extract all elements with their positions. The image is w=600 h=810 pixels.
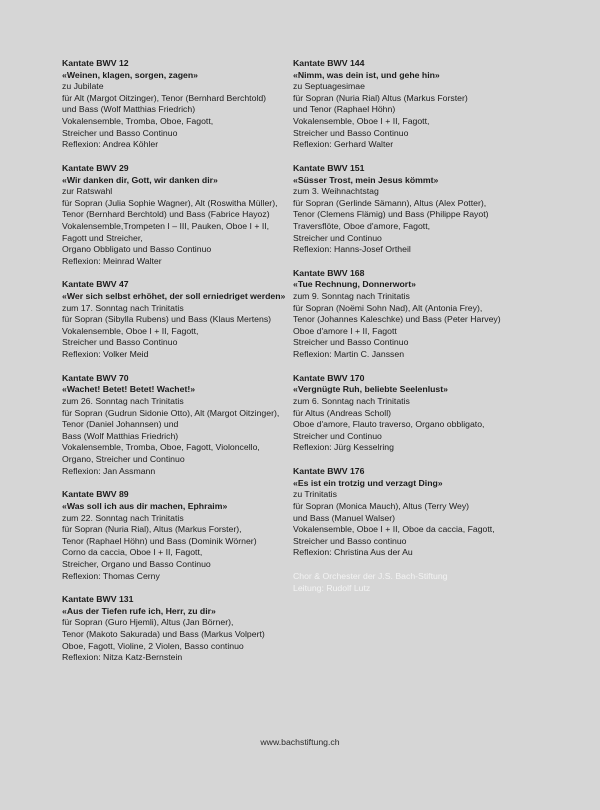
cantata-line: Organo, Streicher und Continuo [62,453,185,464]
cantata-line: Streicher und Continuo [293,430,382,441]
cantata-line: Tenor (Daniel Johannsen) und [62,419,179,430]
left-column [62,58,294,676]
cantata-reflexion: Reflexion: Nitza Katz-Bernstein [62,652,183,663]
cantata-line: für Sopran (Monica Mauch), Altus (Terry Wey) [293,500,470,511]
cantata-line: für Sopran (Gerlinde Sämann), Altus (Alex Potter), [293,197,487,208]
cantata-line: Organo Obbligato und Basso Continuo [62,244,212,255]
cantata-line: für Sopran (Gudrun Sidonie Otto), Alt (Margot Oitzinger), [62,407,280,418]
cantata-subtitle: «Weinen, klagen, sorgen, zagen» [62,69,198,80]
cantata-line: Vokalensemble, Oboe I + II, Fagott, [62,325,199,336]
cantata-line: und Bass (Manuel Walser) [293,512,396,523]
cantata-line: zum 6. Sonntag nach Trinitatis [293,396,410,406]
cantata-line: für Sopran (Nuria Rial), Altus (Markus Forster), [62,524,242,535]
cantata-title: Kantate BWV 144 [293,58,365,68]
right-column [293,58,543,594]
cantata-subtitle: «Wachet! Betet! Betet! Wachet!» [62,384,196,395]
cantata-line: zum 17. Sonntag nach Trinitatis [62,302,184,313]
cantata-line: zu Jubilate [62,81,104,92]
cantata-line: zum 26. Sonntag nach Trinitatis [62,396,184,406]
cantata-entry [293,373,543,454]
cantata-subtitle: «Tue Rechnung, Donnerwort» [293,279,416,290]
cantata-entry [62,373,294,477]
cantata-title: Kantate BWV 70 [62,372,129,383]
cantata-entry [62,279,294,360]
cantata-line: für Sopran (Noëmi Sohn Nad), Alt (Antonia Frey), [293,302,483,313]
cantata-line: Streicher und Basso Continuo [62,127,178,138]
cantata-line: Corno da caccia, Oboe I + II, Fagott, [62,547,203,558]
cantata-reflexion: Reflexion: Christina Aus der Au [293,547,413,558]
cantata-line: zu Trinitatis [293,489,337,500]
cantata-subtitle: «Es ist ein trotzig und verzagt Ding» [293,477,443,488]
cantata-entry [293,163,543,256]
cantata-subtitle: «Aus der Tiefen rufe ich, Herr, zu dir» [62,605,216,616]
cantata-line: Streicher und Basso continuo [293,535,407,546]
footer-url: www.bachstiftung.ch [260,737,340,747]
choir-name: Chor & Orchester der J.S. Bach-Stiftung [293,571,448,582]
cantata-reflexion: Reflexion: Andrea Köhler [62,139,159,150]
cantata-line: Tenor (Makoto Sakurada) und Bass (Markus Volpert) [62,629,265,640]
cantata-line: zu Septuagesimae [293,81,365,92]
cantata-subtitle: «Vergnügte Ruh, beliebte Seelenlust» [293,384,448,395]
cantata-entry [62,489,294,582]
cantata-entry [62,58,294,151]
cantata-line: Tenor (Bernhard Berchtold) und Bass (Fabrice Hayoz) [62,209,270,220]
cantata-line: zum 22. Sonntag nach Trinitatis [62,512,184,523]
cantata-line: für Sopran (Guro Hjemli), Altus (Jan Börner), [62,617,234,628]
cantata-title: Kantate BWV 47 [62,279,129,290]
choir-credit [293,571,543,594]
cantata-subtitle: «Wer sich selbst erhöhet, der soll erniedriget werden» [62,291,286,302]
cantata-entry [62,163,294,267]
cantata-line: Oboe d'amore, Flauto traverso, Organo obbligato, [293,419,485,430]
cantata-line: für Alt (Margot Oitzinger), Tenor (Bernhard Berchtold) [62,92,267,103]
cantata-line: Vokalensemble, Tromba, Oboe, Fagott, Violoncello, [62,442,260,453]
cantata-line: Vokalensemble, Oboe I + II, Oboe da caccia, Fagott, [293,524,495,535]
cantata-line: Streicher und Basso Continuo [62,337,178,348]
cantata-subtitle: «Süsser Trost, mein Jesus kömmt» [293,174,439,185]
cantata-line: Oboe, Fagott, Violine, 2 Violen, Basso continuo [62,640,244,651]
cantata-line: für Sopran (Nuria Rial) Altus (Markus Forster) [293,92,468,103]
cantata-reflexion: Reflexion: Martin C. Janssen [293,349,405,360]
conductor: Leitung: Rudolf Lutz [293,582,371,593]
cantata-reflexion: Reflexion: Meinrad Walter [62,255,162,266]
cantata-subtitle: «Wir danken dir, Gott, wir danken dir» [62,174,218,185]
cantata-line: Fagott und Streicher, [62,232,143,243]
cantata-title: Kantate BWV 131 [62,594,134,605]
cantata-line: Streicher und Continuo [293,232,382,243]
cantata-subtitle: «Nimm, was dein ist, und gehe hin» [293,69,440,80]
cantata-line: Vokalensemble,Trompeten I – III, Pauken, Oboe I + II, [62,220,270,231]
cantata-reflexion: Reflexion: Thomas Cerny [62,570,160,581]
cantata-line: für Altus (Andreas Scholl) [293,407,392,418]
cantata-line: Vokalensemble, Oboe I + II, Fagott, [293,115,430,126]
cantata-entry [62,594,294,664]
cantata-title: Kantate BWV 29 [62,162,129,173]
cantata-line: Streicher und Basso Continuo [293,127,409,138]
cantata-entry [293,58,543,151]
cantata-title: Kantate BWV 170 [293,372,365,383]
cantata-line: und Tenor (Raphael Höhn) [293,104,396,115]
cantata-line: Streicher und Basso Continuo [293,337,409,348]
cantata-line: Vokalensemble, Tromba, Oboe, Fagott, [62,115,214,126]
cantata-subtitle: «Was soll ich aus dir machen, Ephraim» [62,500,228,511]
cantata-line: zur Ratswahl [62,186,113,197]
cantata-title: Kantate BWV 89 [62,489,129,500]
cantata-reflexion: Reflexion: Jan Assmann [62,465,156,476]
cantata-line: und Bass (Wolf Matthias Friedrich) [62,104,196,115]
cantata-line: Streicher, Organo und Basso Continuo [62,558,211,569]
cantata-line: Bass (Wolf Matthias Friedrich) [62,430,179,441]
cantata-line: Traversflöte, Oboe d'amore, Fagott, [293,220,431,231]
cantata-line: für Sopran (Sibylla Rubens) und Bass (Klaus Mertens) [62,314,272,325]
cantata-title: Kantate BWV 12 [62,58,129,68]
cantata-reflexion: Reflexion: Jürg Kesselring [293,442,394,453]
cantata-line: zum 3. Weihnachtstag [293,186,379,197]
cantata-reflexion: Reflexion: Hanns-Josef Ortheil [293,244,411,255]
cantata-entry [293,466,543,559]
cantata-line: Tenor (Johannes Kaleschke) und Bass (Peter Harvey) [293,314,501,325]
cantata-line: Tenor (Raphael Höhn) und Bass (Dominik Wörner) [62,535,257,546]
cantata-line: zum 9. Sonntag nach Trinitatis [293,291,410,302]
cantata-line: Oboe d'amore I + II, Fagott [293,325,397,336]
cantata-title: Kantate BWV 151 [293,162,365,173]
cantata-line: Tenor (Clemens Flämig) und Bass (Philippe Rayot) [293,209,489,220]
cantata-reflexion: Reflexion: Volker Meid [62,349,149,360]
cantata-reflexion: Reflexion: Gerhard Walter [293,139,394,150]
cantata-entry [293,268,543,361]
cantata-line: für Sopran (Julia Sophie Wagner), Alt (Roswitha Müller), [62,197,278,208]
cantata-title: Kantate BWV 176 [293,466,365,477]
cantata-title: Kantate BWV 168 [293,267,365,278]
